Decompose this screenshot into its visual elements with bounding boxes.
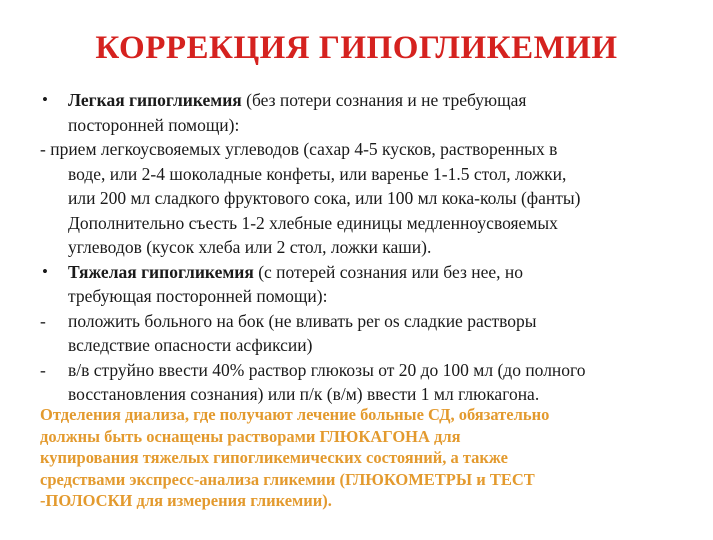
mild-treatment-continuation bbox=[40, 162, 680, 260]
mild-heading: Легкая гипогликемия bbox=[68, 90, 242, 110]
severe-step-1-line-1: положить больного на бок (не вливать per os сладкие растворы bbox=[68, 310, 537, 331]
severe-step-1-line-2: вследствие опасности асфиксии) bbox=[68, 335, 313, 355]
severe-step-1 bbox=[40, 309, 680, 358]
severe-line-2: требующая посторонней помощи): bbox=[68, 286, 328, 306]
mild-treatment-line-3: или 200 мл сладкого фруктового сока, или 100 мл кока-колы (фанты) bbox=[68, 188, 581, 208]
severe-step-2 bbox=[40, 358, 680, 407]
dash-marker: - bbox=[40, 359, 46, 380]
bullet-mild-hypoglycemia bbox=[40, 88, 680, 137]
note-line-3: купирования тяжелых гипогликемических состояний, а также bbox=[40, 448, 508, 467]
severe-line-1 bbox=[68, 260, 680, 285]
mild-treatment-line-5: углеводов (кусок хлеба или 2 стол, ложки каши). bbox=[68, 237, 432, 257]
severe-step-2-line-1: в/в струйно ввести 40% раствор глюкозы от 20 до 100 мл (до полного bbox=[68, 359, 586, 380]
bullet-marker: • bbox=[42, 90, 48, 109]
slide-title: КОРРЕКЦИЯ ГИПОГЛИКЕМИИ bbox=[95, 30, 618, 66]
mild-treatment-line-4: Дополнительно съесть 1-2 хлебные единицы медленноусвояемых bbox=[68, 212, 558, 233]
mild-treatment-line-1: - прием легкоусвояемых углеводов (сахар 4-5 кусков, растворенных в bbox=[40, 139, 558, 159]
mild-line-1 bbox=[68, 88, 680, 113]
severe-step-2-line-2: восстановления сознания) или п/к (в/м) ввести 1 мл глюкагона. bbox=[68, 384, 540, 404]
severe-line-1-text: (с потерей сознания или без нее, но bbox=[253, 261, 523, 282]
note-line-5: -ПОЛОСКИ для измерения гликемии). bbox=[40, 491, 332, 510]
mild-line-2: посторонней помощи): bbox=[68, 114, 240, 135]
bullet-severe-hypoglycemia bbox=[40, 260, 680, 309]
note-line-2: должны быть оснащены растворами ГЛЮКАГОНА для bbox=[40, 426, 461, 446]
note-line-1: Отделения диализа, где получают лечение больные СД, обязательно bbox=[40, 405, 550, 424]
dash-marker: - bbox=[40, 310, 46, 331]
note-line-4: средствами экспресс-анализа гликемии (ГЛЮКОМЕТРЫ и ТЕСТ bbox=[40, 469, 535, 489]
mild-treatment-block bbox=[40, 137, 680, 260]
slide-content bbox=[40, 88, 680, 407]
mild-treatment-line-2: воде, или 2-4 шоколадные конфеты, или варенье 1-1.5 стол, ложки, bbox=[68, 163, 567, 184]
dialysis-note bbox=[40, 404, 680, 512]
mild-line-1-text: (без потери сознания и не требующая bbox=[241, 90, 527, 110]
bullet-marker: • bbox=[42, 261, 48, 281]
severe-heading: Тяжелая гипогликемия bbox=[68, 261, 254, 282]
